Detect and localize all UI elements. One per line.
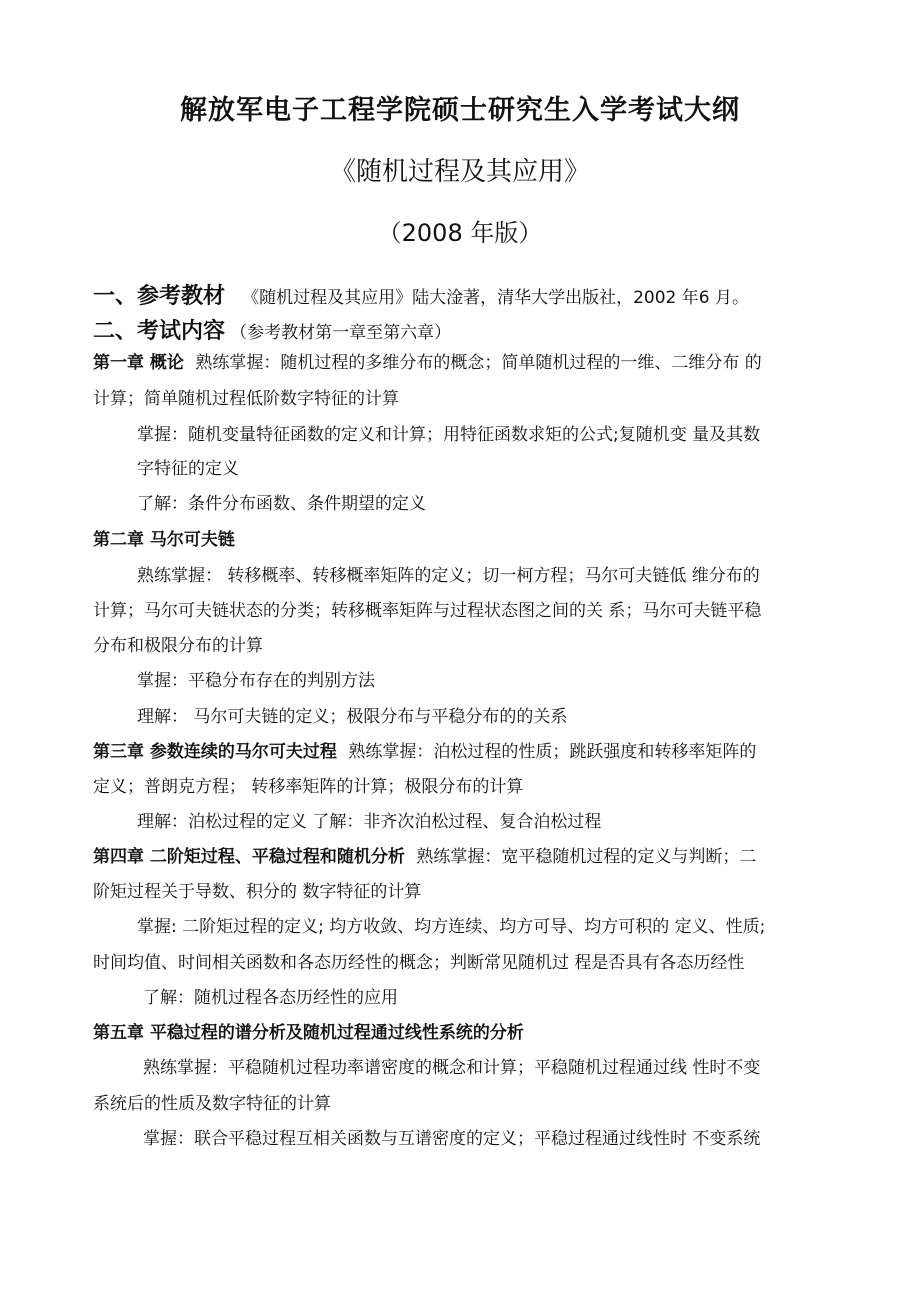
ch1-line-5: 了解：条件分布函数、条件期望的定义 bbox=[137, 494, 426, 514]
ch3-line-2: 定义；普朗克方程； 转移率矩阵的计算；极限分布的计算 bbox=[93, 777, 524, 797]
ch5-title bbox=[93, 1022, 524, 1044]
ch3-line-3: 理解：泊松过程的定义 了解：非齐次泊松过程、复合泊松过程 bbox=[137, 812, 602, 832]
ch4-text-1: 熟练掌握：宽平稳随机过程的定义与判断；二 bbox=[416, 847, 757, 867]
ch4-line-2: 阶矩过程关于导数、积分的 数字特征的计算 bbox=[93, 882, 422, 902]
ch3-text-1: 熟练掌握：泊松过程的性质；跳跃强度和转移率矩阵的 bbox=[348, 742, 757, 762]
section-reference bbox=[93, 279, 749, 310]
section-reference-text: 《随机过程及其应用》陆大淦著，清华大学出版社，2002 年6 月。 bbox=[242, 288, 749, 308]
ch2-line-3: 分布和极限分布的计算 bbox=[93, 636, 263, 656]
edition: （2008 年版） bbox=[377, 219, 543, 247]
ch4-line-1 bbox=[93, 846, 756, 868]
section-content bbox=[93, 314, 451, 345]
ch5-line-3: 掌握：联合平稳过程互相关函数与互谱密度的定义；平稳过程通过线性时 不变系统 bbox=[143, 1129, 761, 1149]
ch4-line-4: 时间均值、时间相关函数和各态历经性的概念；判断常见随机过 程是否具有各态历经性 bbox=[93, 953, 745, 973]
ch3-line-1 bbox=[93, 741, 756, 763]
ch1-line-4: 字特征的定义 bbox=[137, 459, 239, 479]
ch1-line-3: 掌握：随机变量特征函数的定义和计算；用特征函数求矩的公式;复随机变 量及其数 bbox=[137, 425, 761, 445]
ch5-line-2: 系统后的性质及数字特征的计算 bbox=[93, 1094, 331, 1114]
book-title: 《随机过程及其应用》 bbox=[329, 157, 590, 187]
ch2-title-text: 第二章 马尔可夫链 bbox=[93, 530, 235, 550]
ch5-line-1: 熟练掌握：平稳随机过程功率谱密度的概念和计算；平稳随机过程通过线 性时不变 bbox=[143, 1058, 761, 1078]
section-reference-heading: 一、参考教材 bbox=[93, 284, 226, 309]
doc-title: 解放军电子工程学院硕士研究生入学考试大纲 bbox=[180, 95, 740, 126]
section-content-heading: 二、考试内容 bbox=[93, 319, 226, 344]
ch2-line-4: 掌握：平稳分布存在的判别方法 bbox=[137, 671, 375, 691]
ch4-line-5: 了解：随机过程各态历经性的应用 bbox=[143, 988, 398, 1008]
section-content-text: （参考教材第一章至第六章） bbox=[230, 323, 452, 343]
ch3-title: 第三章 参数连续的马尔可夫过程 bbox=[93, 742, 337, 762]
ch4-title: 第四章 二阶矩过程、平稳过程和随机分析 bbox=[93, 847, 405, 867]
ch2-line-5: 理解： 马尔可夫链的定义；极限分布与平稳分布的的关系 bbox=[137, 707, 568, 727]
ch2-line-1: 熟练掌握： 转移概率、转移概率矩阵的定义；切一柯方程；马尔可夫链低 维分布的 bbox=[137, 566, 760, 586]
ch2-title bbox=[93, 529, 235, 551]
ch2-line-2: 计算；马尔可夫链状态的分类；转移概率矩阵与过程状态图之间的关 系；马尔可夫链平稳 bbox=[93, 601, 762, 621]
ch5-title-text: 第五章 平稳过程的谱分析及随机过程通过线性系统的分析 bbox=[93, 1023, 524, 1043]
ch1-text-1: 熟练掌握：随机过程的多维分布的概念；简单随机过程的一维、二维分布 的 bbox=[195, 353, 762, 373]
ch4-line-3: 掌握: 二阶矩过程的定义; 均方收敛、均方连续、均方可导、均方可积的 定义、性质; bbox=[137, 917, 766, 937]
ch1-line-1 bbox=[93, 352, 762, 374]
ch1-line-2: 计算；简单随机过程低阶数字特征的计算 bbox=[93, 389, 399, 409]
ch1-title: 第一章 概论 bbox=[93, 353, 184, 373]
